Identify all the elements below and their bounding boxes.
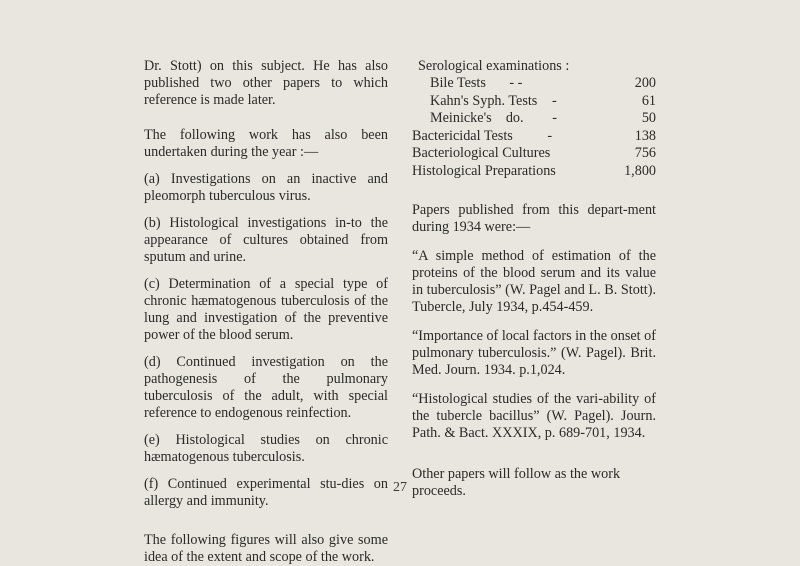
stats-dash: - bbox=[551, 92, 557, 109]
stats-label: Bile Tests bbox=[430, 75, 486, 91]
stats-dash: - - bbox=[509, 75, 523, 91]
stats-row bbox=[412, 93, 656, 111]
stats-label: Bactericidal Tests bbox=[412, 127, 513, 144]
item-label-a: (a) bbox=[144, 171, 160, 187]
stats-value: 200 bbox=[634, 75, 656, 91]
item-label-f: (f) bbox=[144, 476, 159, 492]
stats-dash: - bbox=[552, 110, 557, 126]
item-label-c: (c) bbox=[144, 276, 160, 292]
item-label-d: (d) bbox=[144, 354, 161, 370]
stats-label: Histological Preparations bbox=[412, 162, 556, 179]
list-item-e bbox=[144, 432, 388, 466]
item-text-d: Continued investigation on the pathogenesis of the pulmonary tuberculosis of the adult, with special reference to endogenous reinfection. bbox=[144, 354, 388, 421]
paper-citation: “Histological studies of the vari-ability of the tubercle bacillus” (W. Pagel). Journ. Path. & Bact. XXXIX, p. 689-701, 1934. bbox=[412, 391, 656, 441]
paragraph-figures: The following figures will also give some idea of the extent and scope of the work. bbox=[144, 532, 388, 565]
item-text-f: Continued experimental stu-dies on allergy and immunity. bbox=[144, 476, 388, 509]
stats-label: Meinicke's do. bbox=[430, 110, 524, 126]
item-text-e: Histological studies on chronic hæmatogenous tuberculosis. bbox=[144, 432, 388, 465]
list-item-b bbox=[144, 215, 388, 266]
item-text-a: Investigations on an inactive and pleomorph tuberculous virus. bbox=[144, 171, 388, 204]
stats-value: 756 bbox=[634, 145, 656, 161]
stats-value: 1,800 bbox=[624, 162, 656, 179]
list-item-a bbox=[144, 171, 388, 205]
item-label-b: (b) bbox=[144, 215, 161, 231]
stats-value: 50 bbox=[641, 110, 656, 126]
paper-citation: “A simple method of estimation of the proteins of the blood serum and its value in tuberculosis” (W. Pagel and L. B. Stott). Tubercle, July 1934, p.454-459. bbox=[412, 248, 656, 315]
statistics-table bbox=[412, 58, 656, 180]
paragraph-papers-intro: Papers published from this depart-ment during 1934 were:— bbox=[412, 202, 656, 235]
stats-label: Kahn's Syph. Tests bbox=[430, 92, 538, 109]
stats-label: Bacteriological Cultures bbox=[412, 145, 551, 161]
stats-row bbox=[412, 128, 656, 146]
stats-row bbox=[412, 145, 656, 163]
item-text-b: Histological investigations in-to the appearance of cultures obtained from sputum and urine. bbox=[144, 215, 388, 265]
stats-row bbox=[412, 110, 656, 128]
paragraph-closing: Other papers will follow as the work proceeds. bbox=[412, 466, 621, 499]
paragraph-intro: Dr. Stott) on this subject. He has also published two other papers to which reference is made later. bbox=[144, 58, 388, 108]
stats-heading: Serological examinations : bbox=[418, 58, 570, 74]
stats-row bbox=[412, 163, 656, 181]
stats-dash: - bbox=[547, 127, 553, 144]
paragraph-work-undertaken: The following work has also been undertaken during the year :— bbox=[144, 127, 388, 160]
page-number: 27 bbox=[393, 480, 407, 495]
stats-value: 61 bbox=[641, 92, 656, 109]
list-item-d bbox=[144, 354, 388, 422]
item-text-c: Determination of a special type of chronic hæmatogenous tuberculosis of the lung and investigation of the preventive power of the blood serum. bbox=[144, 276, 388, 343]
paper-citation: “Importance of local factors in the onset of pulmonary tuberculosis.” (W. Pagel). Brit. Med. Journ. 1934. p.1,024. bbox=[412, 328, 656, 378]
item-label-e: (e) bbox=[144, 432, 160, 448]
right-column bbox=[412, 58, 656, 500]
stats-value: 138 bbox=[634, 127, 656, 144]
stats-row bbox=[412, 75, 656, 93]
list-item-c bbox=[144, 276, 388, 344]
